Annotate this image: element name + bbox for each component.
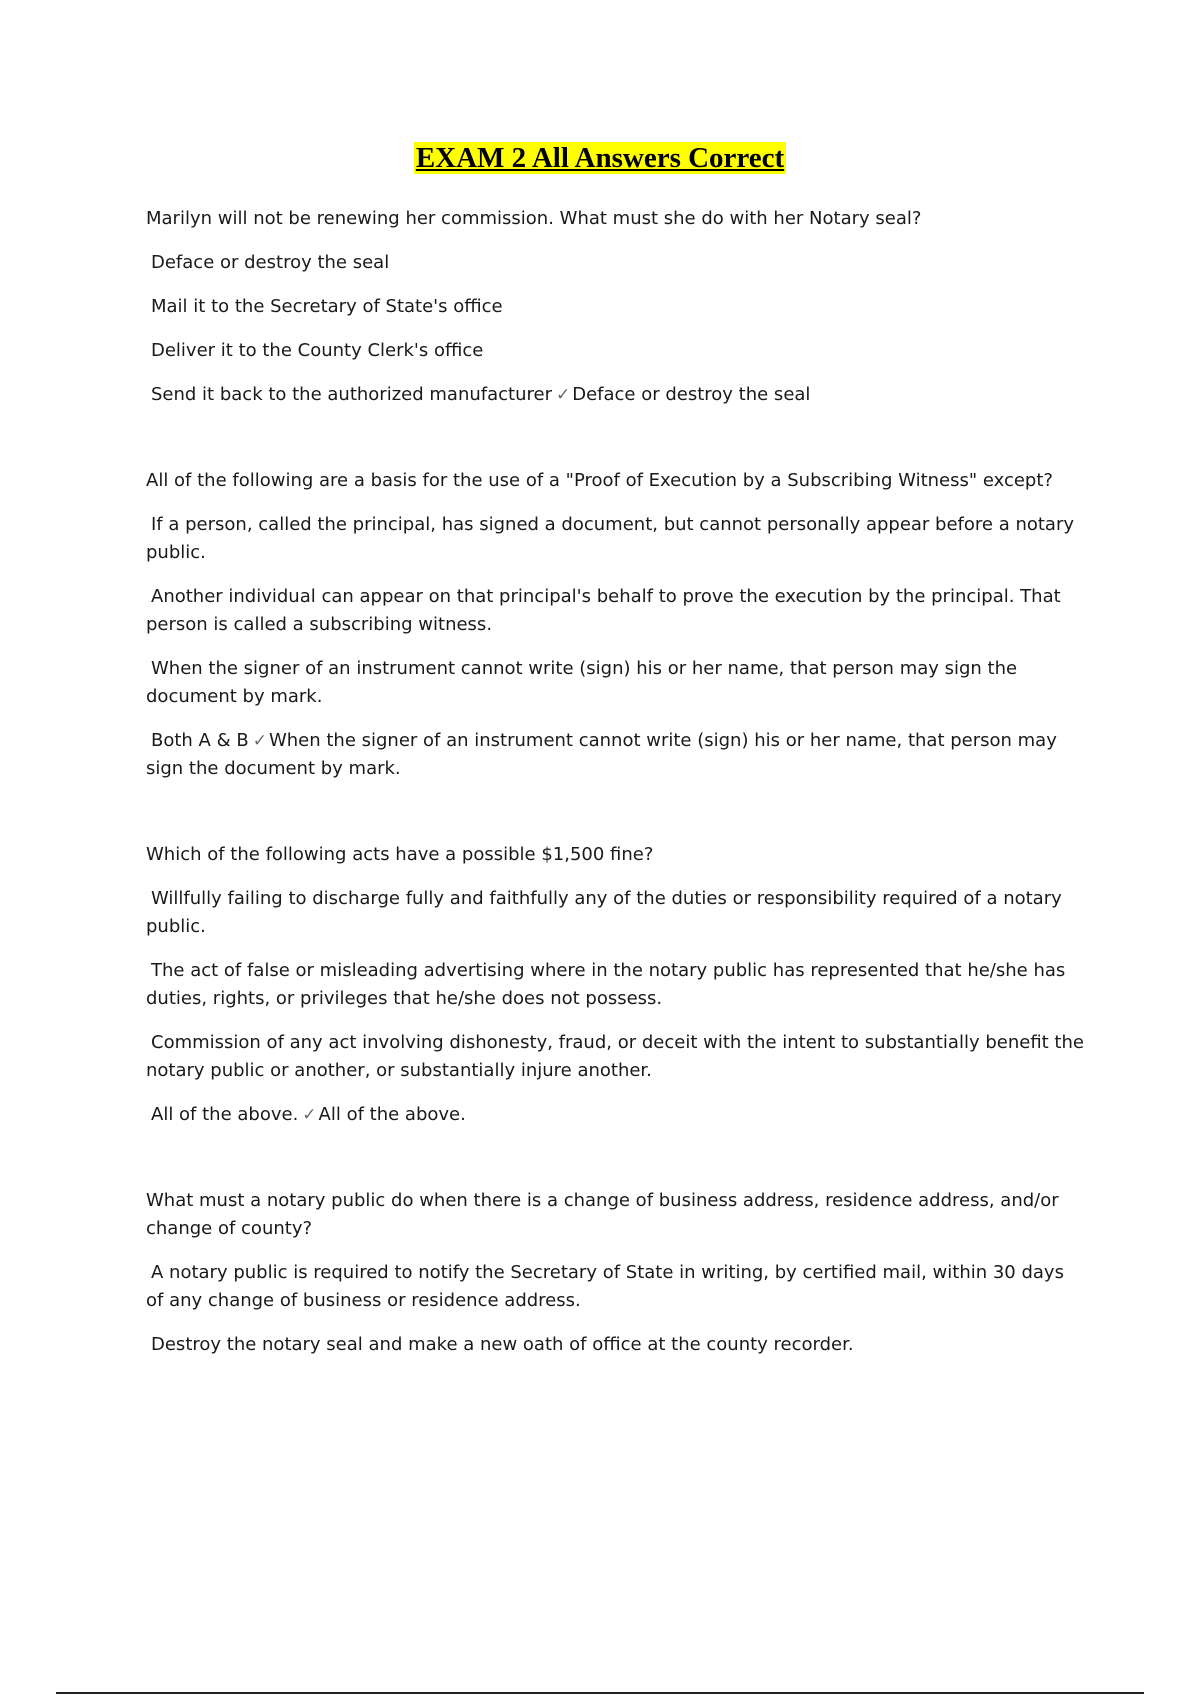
checkmark-icon: ✓: [555, 385, 571, 405]
answer-option: A notary public is required to notify the Secretary of State in writing, by certified mail, within 30 days of any change of business or residence address.: [146, 1262, 1064, 1311]
answer-option-final: [146, 1101, 1086, 1129]
answer-option: Deliver it to the County Clerk's office: [151, 340, 484, 361]
footer-divider: [56, 1692, 1144, 1694]
question-block: [146, 205, 1086, 409]
answer-option: When the signer of an instrument cannot write (sign) his or her name, that person may sign the document by mark.: [146, 658, 1018, 707]
answer-option: If a person, called the principal, has signed a document, but cannot personally appear before a notary public.: [146, 514, 1075, 563]
answer-option: Destroy the notary seal and make a new oath of office at the county recorder.: [151, 1334, 854, 1355]
answer-option-text: Send it back to the authorized manufacturer: [151, 384, 552, 405]
question-text: All of the following are a basis for the use of a "Proof of Execution by a Subscribing Witness" except?: [146, 470, 1053, 491]
checkmark-icon: ✓: [302, 1105, 317, 1125]
question-text: What must a notary public do when there is a change of business address, residence address, and/or change of county?: [146, 1190, 1059, 1239]
answer-option: Commission of any act involving dishonesty, fraud, or deceit with the intent to substantially benefit the notary public or another, or substantially injure another.: [146, 1032, 1084, 1081]
answer-option-text: Both A & B: [151, 730, 249, 751]
page-title: EXAM 2 All Answers Correct: [415, 142, 785, 174]
answer-option: Another individual can appear on that principal's behalf to prove the execution by the principal. That person is called a subscribing witness.: [146, 586, 1061, 635]
answer-option: Willfully failing to discharge fully and faithfully any of the duties or responsibility required of a notary public.: [146, 888, 1062, 937]
checkmark-icon: ✓: [252, 731, 267, 751]
question-text: Marilyn will not be renewing her commission. What must she do with her Notary seal?: [146, 208, 922, 229]
answer-option: Mail it to the Secretary of State's office: [151, 296, 503, 317]
correct-answer: All of the above.: [318, 1104, 466, 1125]
answer-option-final: [146, 727, 1086, 783]
page-title-container: [0, 140, 1200, 176]
question-text: Which of the following acts have a possible $1,500 fine?: [146, 844, 654, 865]
answer-option: The act of false or misleading advertising where in the notary public has represented that he/she has duties, rights, or privileges that he/she does not possess.: [146, 960, 1066, 1009]
answer-option-final: [146, 381, 1086, 409]
document-content: [146, 205, 1086, 1417]
answer-option-text: All of the above.: [151, 1104, 299, 1125]
correct-answer: Deface or destroy the seal: [572, 384, 811, 405]
answer-option: Deface or destroy the seal: [151, 252, 390, 273]
question-block: [146, 841, 1086, 1129]
question-block: [146, 1187, 1086, 1359]
correct-answer: When the signer of an instrument cannot write (sign) his or her name, that person may sign the document by mark.: [146, 730, 1057, 779]
question-block: [146, 467, 1086, 783]
